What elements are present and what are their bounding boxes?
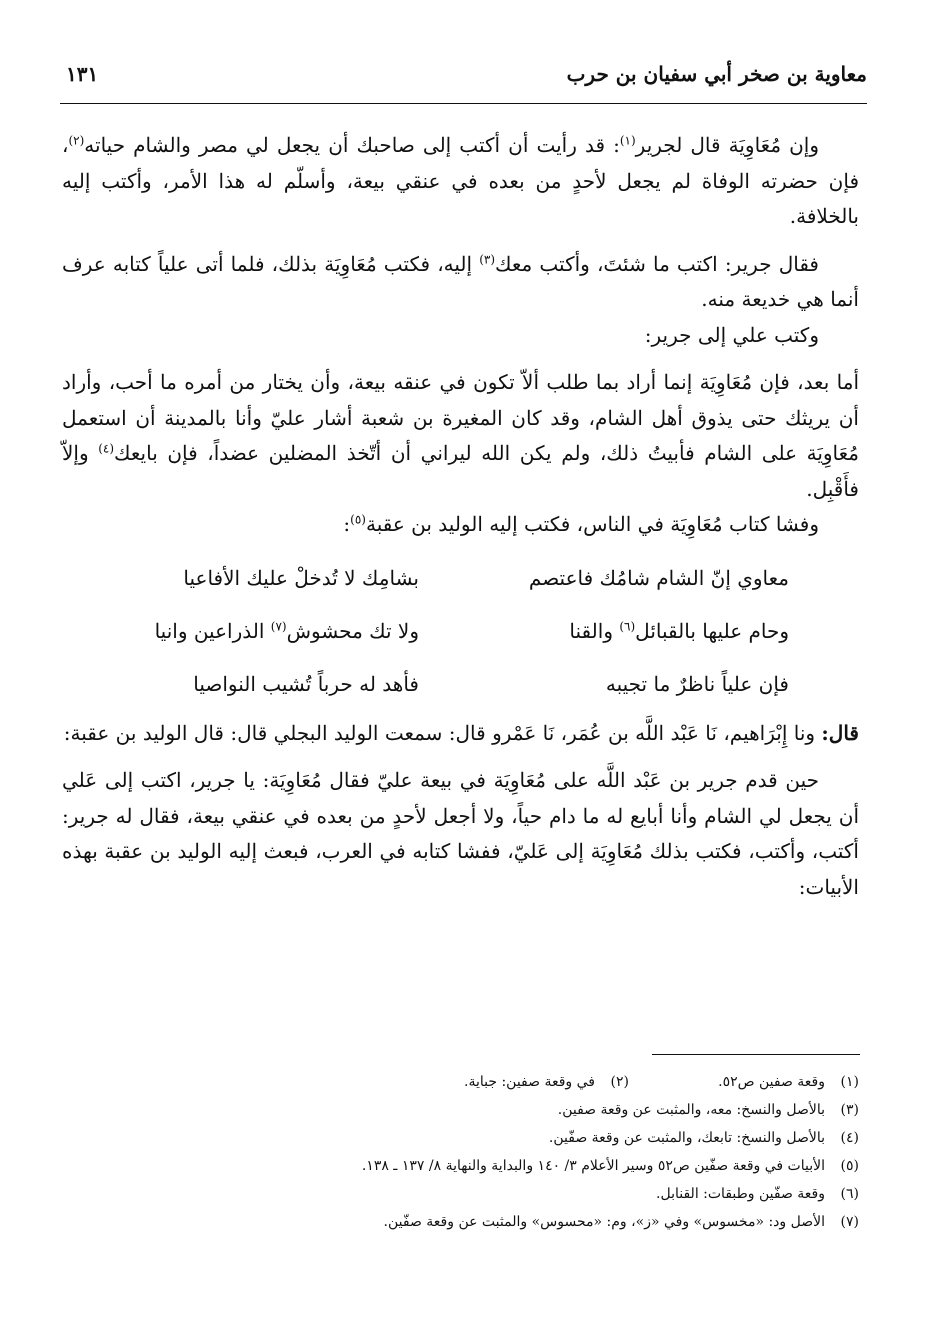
footnote-number: (٥) <box>840 1158 859 1174</box>
header-divider <box>60 103 867 104</box>
footnote-text: بالأصل والنسخ: تابعك، والمثبت عن وقعة صفّين. <box>548 1130 825 1146</box>
paragraph-1 <box>62 128 859 235</box>
p6-text: ونا إِبْرَاهيم، نَا عَبْد اللَّه بن عُمَر، نَا عَمْرو قال: سمعت الوليد البجلي قال: قال الوليد بن عقبة: <box>63 720 822 745</box>
paragraph-5 <box>62 507 859 543</box>
running-title: معاوية بن صخر أبي سفيان بن حرب <box>566 62 867 86</box>
verse-1 <box>62 553 859 606</box>
footnote-4 <box>90 1124 859 1152</box>
verse-1-first-hemistich: معاوي إنّ الشام شامُك فاعتصم <box>528 566 789 591</box>
footnote-divider <box>652 1054 860 1055</box>
footnote-ref-3: (٣) <box>479 251 496 266</box>
footnote-ref-7: (٧) <box>270 619 287 634</box>
footnote-ref-5: (٥) <box>350 512 366 527</box>
paragraph-6-isnad <box>62 716 859 752</box>
footnote-number: (٧) <box>840 1214 859 1230</box>
verse-3-first-hemistich: فإن علياً ناظرٌ ما تجيبه <box>605 672 789 697</box>
footnote-text: بالأصل والنسخ: معه، والمثبت عن وقعة صفين. <box>557 1102 825 1118</box>
p1-text-b: : قد رأيت أن أكتب إلى صاحبك أن يجعل لي مصر والشام حياته <box>84 133 620 157</box>
verse-2-second-hemistich <box>62 614 419 650</box>
poem <box>62 553 859 712</box>
paragraph-4-letter <box>62 365 859 507</box>
footnote-text: في وقعة صفين: جباية. <box>464 1074 595 1090</box>
verse-2-first-hemistich <box>419 614 859 650</box>
verse-1-second-hemistich: بشامِك لا تُدخلْ عليك الأفاعيا <box>183 566 419 591</box>
verse-3 <box>62 659 859 712</box>
p5-text-b: : <box>343 512 351 536</box>
page-number: ١٣١ <box>66 62 99 86</box>
p5-text-a: وفشا كتاب مُعَاوِيَة في الناس، فكتب إليه الوليد بن عقبة <box>365 512 819 536</box>
p2-text-a: فقال جرير: اكتب ما شئتَ، وأكتب معك <box>495 251 819 276</box>
footnote-ref-4: (٤) <box>98 441 115 456</box>
footnote-row <box>90 1068 859 1096</box>
footnotes <box>90 1068 859 1236</box>
footnote-number: (٢) <box>610 1074 629 1090</box>
footnote-number: (٣) <box>840 1102 859 1118</box>
footnote-text: وقعة صفين ص٥٢. <box>718 1074 825 1090</box>
footnote-number: (٤) <box>840 1130 859 1146</box>
footnote-5 <box>90 1152 859 1180</box>
paragraph-3: وكتب علي إلى جرير: <box>644 322 819 347</box>
footnote-ref-1: (١) <box>619 133 636 148</box>
running-head <box>60 62 867 96</box>
p1-text-c: ، فإن حضرته الوفاة لم يجعل لأحدٍ من بعده في عنقي بيعة، وأسلّم له هذا الأمر، وأكتب إليه بالخلافة. <box>62 133 859 228</box>
v2-left-a: ولا تك محشوش <box>286 619 419 644</box>
v2-left-b: الذراعين وانيا <box>154 619 271 644</box>
paragraph-7: حين قدم جرير بن عَبْد اللَّه على مُعَاوِيَة في بيعة عليّ فقال مُعَاوِيَة: يا جرير، اكتب إلى عَلي أن يجعل لي الشام وأنا أبايع له ما دام حياً، ولا أجعل لأحدٍ من بعده في عنقي بيعة، فقال له جرير: أكتب، وأكتب، فكتب بذلك مُعَاوِيَة إلى عَليّ، ففشا كتابه في العرب، فبعث إليه الوليد بن عقبة بهذه الأبيات: <box>62 768 859 899</box>
p2-text-b: إليه، فكتب مُعَاوِيَة بذلك، فلما أتى علياً كتابه عرف أنما هي خديعة منه. <box>62 251 859 311</box>
main-text <box>62 128 859 905</box>
p4-text-b: وإلاّ فأَقْبِل. <box>62 441 859 501</box>
footnote-ref-6: (٦) <box>619 619 636 634</box>
footnote-1 <box>629 1068 859 1096</box>
qala-label: قال: <box>821 720 859 745</box>
footnote-number: (١) <box>840 1074 859 1090</box>
verse-3-second-hemistich: فأهد له حرباً تُشيب النواصيا <box>193 672 419 697</box>
footnote-text: وقعة صفّين وطبقات: القنابل. <box>656 1186 825 1202</box>
p4-text-a: أما بعد، فإن مُعَاوِيَة إنما أراد بما طلب ألاّ تكون في عنقه بيعة، وأن يختار من أمره ما أحب، وأراد أن يريثك حتى يذوق أهل الشام، وقد كان المغيرة بن شعبة أشار عليّ وأنا بالمدينة أن استعمل مُعَاوِيَة على الشام فأبيتُ ذلك، ولم يكن الله ليراني أن أتّخذ المضلين عضداً، فإن بايعك <box>62 370 859 465</box>
v2-right-b: والقنا <box>569 619 620 644</box>
footnote-3 <box>90 1096 859 1124</box>
verse-2 <box>62 606 859 659</box>
footnote-text: الأصل ود: «مخسوس» وفي «ز»، وم: «محسوس» والمثبت عن وقعة صفّين. <box>383 1214 825 1230</box>
footnote-text: الأبيات في وقعة صفّين ص٥٢ وسير الأعلام ٣/ ١٤٠ والبداية والنهاية ٨/ ١٣٧ ـ ١٣٨. <box>361 1158 825 1174</box>
footnote-7 <box>90 1208 859 1236</box>
footnote-6 <box>90 1180 859 1208</box>
paragraph-2 <box>62 247 859 318</box>
footnote-ref-2: (٢) <box>68 133 85 148</box>
v2-right-a: وحام عليها بالقبائل <box>635 619 789 644</box>
footnote-2 <box>464 1068 629 1096</box>
footnote-number: (٦) <box>840 1186 859 1202</box>
p1-text-a: وإن مُعَاوِيَة قال لجرير <box>635 133 820 157</box>
